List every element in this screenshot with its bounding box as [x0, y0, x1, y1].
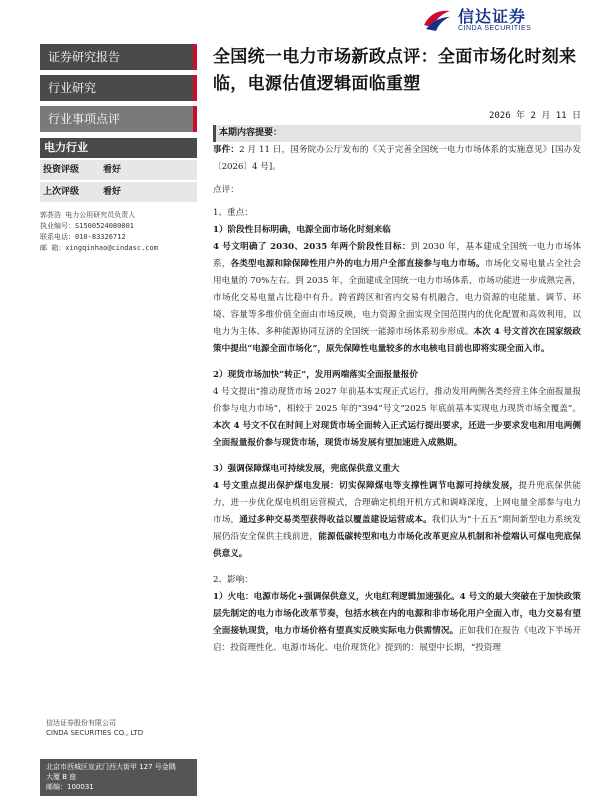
event-paragraph — [213, 142, 581, 176]
rating-label: 投资评级 — [43, 165, 80, 175]
i1-text-b: 正如我们在报告《电改下半场开启：投资理性化、电源市场化、电价现货化》提到的：展望中长期，“投资理 — [213, 626, 581, 653]
analyst-contact — [40, 210, 197, 254]
main-content — [213, 44, 581, 657]
section-heading-impact: 2、影响： — [213, 575, 253, 585]
subsection-2-title: 2）现货市场加快“转正”，发用两端落实全面报量报价 — [213, 370, 418, 380]
subsection-1-text — [213, 239, 581, 358]
s3-bold-b: 通过多种交易类型获得收益以覆盖建设运营成本。 — [239, 515, 432, 525]
logo-en: CINDA SECURITIES — [458, 24, 532, 32]
s1-bold-b: 本次 4 号文首次在国家级政策中提出“电源全面市场化”，原先保障性电量较多的水电核电目前也即将实现全面入市。 — [213, 327, 581, 354]
postcode: 邮编：100031 — [46, 783, 94, 791]
company-name-en: CINDA SECURITIES CO., LTD — [46, 729, 144, 737]
logo-cn: 信达证券 — [458, 6, 527, 26]
analyst-name: 郭荟浩 电力公用研究员负责人 — [40, 211, 136, 219]
company-address — [40, 759, 197, 796]
company-name — [40, 718, 197, 738]
i1-bold-a: 电源市场化+强调保供意义，火电红利逻辑加速强化。 — [253, 592, 460, 602]
s2-text: 4 号文提出“推动现货市场 2027 年前基本实现正式运行，推动发用两侧各类经营主体全面报量报价参与电力市场”，相较于 2025 年的“394”号文“2025 年底前基本实现电力现货市场全覆盖”。 — [213, 387, 581, 414]
event-text: 2 月 11 日，国务院办公厅发布的《关于完善全国统一电力市场体系的实施意见》[国办发〔2026〕4 号]。 — [213, 145, 581, 172]
address-line-2: 大厦 B 座 — [46, 773, 77, 781]
analyst-email[interactable]: 邮 箱：xingqinhao@cindasc.com — [40, 244, 158, 252]
event-label: 事件： — [213, 145, 240, 155]
tag-report-type: 证券研究报告 — [40, 44, 197, 70]
rating-row-previous — [40, 182, 197, 202]
s1-bold-a: 各类型电源和除保障性用户外的电力用户全部直接参与电力市场。 — [230, 259, 485, 269]
tag-event-comment: 行业事项点评 — [40, 106, 197, 132]
s3-lead: 4 号文重点提出保护煤电发展： — [213, 481, 340, 491]
industry-name: 电力行业 — [40, 138, 197, 158]
tag-industry-research: 行业研究 — [40, 75, 197, 101]
s1-lead: 4 号文明确了 2030、2035 年两个阶段性目标： — [213, 242, 411, 252]
section-heading-focus: 1、重点： — [213, 208, 253, 218]
s3-bold-c: 能源低碳转型和电力市场化改革更应从机制和补偿端认可煤电兜底保供意义。 — [213, 532, 581, 559]
summary-header: 本期内容提要： — [213, 125, 581, 142]
rating-value: 看好 — [103, 165, 122, 175]
rating-row-current — [40, 160, 197, 180]
rating-label: 上次评级 — [43, 187, 80, 197]
report-title: 全国统一电力市场新政点评：全面市场化时刻来临，电源估值逻辑面临重塑 — [213, 47, 577, 94]
s1-text-b: 市场化交易电量占全社会用电量的 70%左右。到 2035 年，全面建成全国统一电力市场体系，市场功能进一步成熟完善，市场化交易电量占比稳中有升。跨省跨区和省内交易有机融合，电力资源的电能量、调节、环境、容量等多维价值全面由市场反映，电力资源全面实现全国范围内的优化配置和高效利用，以电力为主体、多种能源协同互济的全国统一能源市场体系初步形成。 — [213, 259, 581, 337]
subsection-2-text — [213, 384, 581, 452]
analyst-license: 执业编号：S1500524080001 — [40, 222, 135, 230]
subsection-3-text — [213, 478, 581, 563]
i1-text-a: 4 号文的最大突破在于加快政策层先制定的电力市场化改革节奏，包括水核在内的电源和非市场化用户全面入市，电力交易有望全面接轨现货，电力市场价格有望真实反映实际电力供需情况。 — [213, 592, 581, 636]
company-name-cn: 信达证券股份有限公司 — [46, 719, 116, 727]
s1-text-a: 到 2030 年，基本建成全国统一电力市场体系， — [213, 242, 581, 269]
subsection-3-title: 3）强调保障煤电可持续发展，兜底保供意义重大 — [213, 464, 400, 474]
report-date: 2026 年 2 月 11 日 — [488, 111, 581, 121]
s2-bold: 本次 4 号文不仅在时间上对现货市场全面转入正式运行提出要求，还进一步要求发电和用电两侧全面报量报价参与现货市场，现货市场发展有望加速进入成熟期。 — [213, 421, 581, 448]
report-body — [213, 142, 581, 657]
i1-label: 1）火电： — [213, 592, 254, 602]
s3-text-b: 我们认为“十五五”期间新型电力系统发展仍沿安全保供主线前进， — [213, 515, 581, 542]
analyst-phone: 联系电话：010-83326712 — [40, 233, 126, 241]
s3-text-a: 提升兜底保供能力，进一步优化煤电机组运营模式，合理确定机组开机方式和调峰深度，上网电量全部参与电力市场， — [213, 481, 581, 525]
cinda-emblem-icon — [422, 7, 452, 33]
rating-value: 看好 — [103, 187, 122, 197]
address-line-1: 北京市西城区宣武门西大街甲 127 号金隅 — [46, 763, 176, 771]
comment-label: 点评： — [213, 185, 239, 195]
s3-bold-a: 切实保障煤电等支撑性调节电源可持续发展， — [339, 481, 519, 491]
sidebar — [40, 44, 197, 796]
cinda-logo — [422, 6, 572, 34]
impact-1-text — [213, 589, 581, 657]
subsection-1-title: 1）阶段性目标明确，电源全面市场化时刻来临 — [213, 225, 391, 235]
